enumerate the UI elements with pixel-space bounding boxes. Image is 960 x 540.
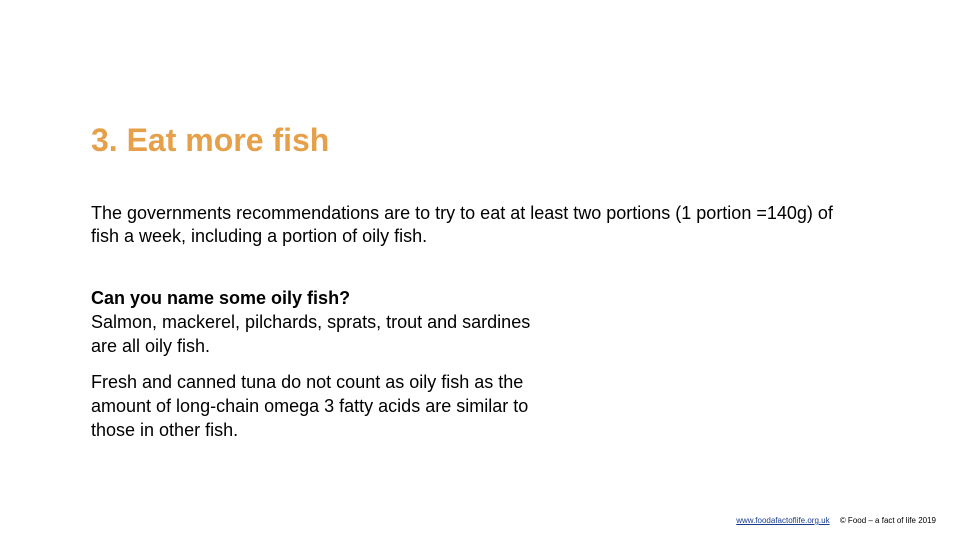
question-text: Can you name some oily fish? xyxy=(91,288,351,308)
tuna-note: Fresh and canned tuna do not count as oily fish as the amount of long-chain omega 3 fatty acids are similar to those in other fish. xyxy=(91,372,529,440)
copyright-text: © Food – a fact of life 2019 xyxy=(839,516,936,525)
footer xyxy=(736,516,936,526)
answer-text: Salmon, mackerel, pilchards, sprats, trout and sardines are all oily fish. xyxy=(91,312,531,356)
slide-title: 3. Eat more fish xyxy=(91,122,330,158)
website-link[interactable]: www.foodafactoflife.org.uk xyxy=(736,516,830,525)
question-block xyxy=(91,286,531,358)
intro-paragraph: The governments recommendations are to try to eat at least two portions (1 portion =140g) of fish a week, including a portion of oily fish. xyxy=(91,203,833,246)
